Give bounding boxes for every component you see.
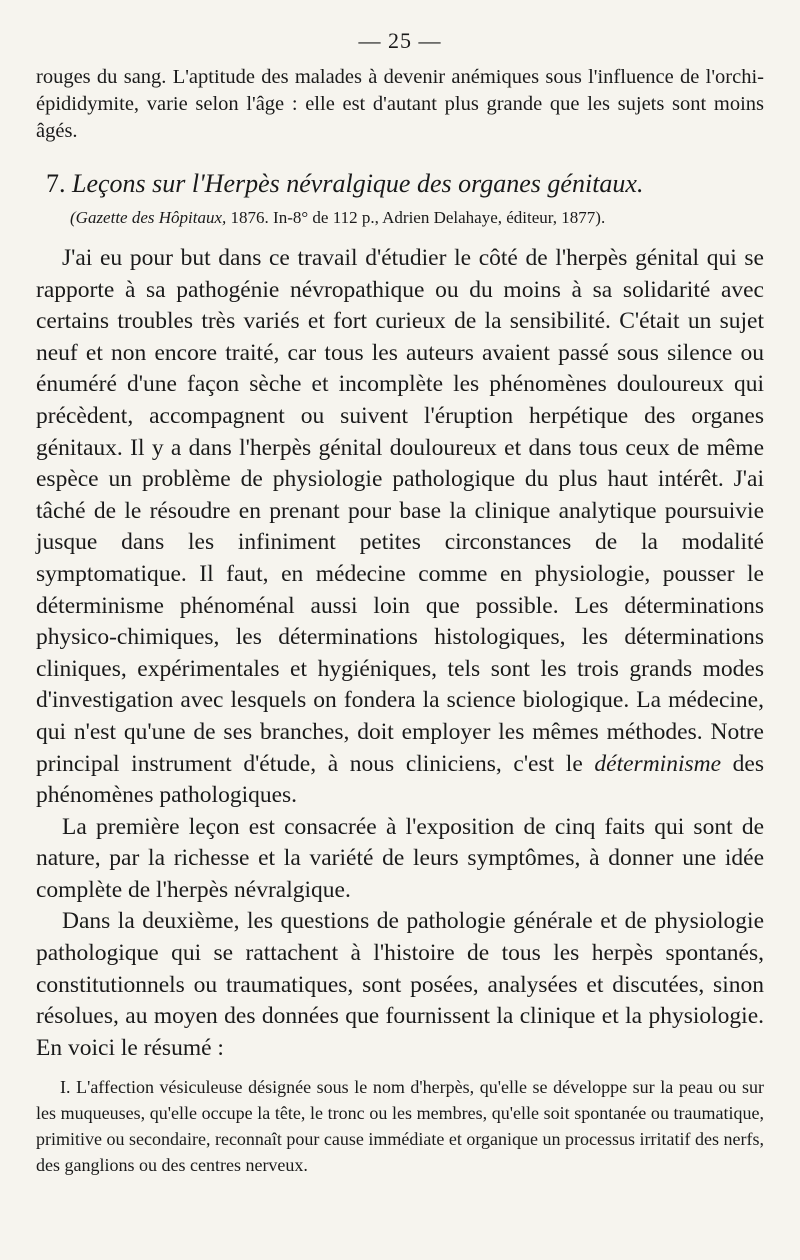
body-paragraph-2: La première leçon est consacrée à l'exposition de cinq faits qui sont de nature, par la richesse et la variété de leurs symptômes, à donner une idée complète de l'herpès névralgique. <box>36 813 764 903</box>
section-heading <box>36 167 764 201</box>
citation <box>36 205 764 231</box>
body-paragraph-1 <box>36 243 764 812</box>
section-title: Leçons sur l'Herpès névralgique des organes génitaux. <box>72 169 644 198</box>
citation-details: 1876. In-8° de 112 p., Adrien Delahaye, éditeur, 1877). <box>226 208 606 227</box>
body-paragraph-1-text: J'ai eu pour but dans ce travail d'étudier le côté de l'herpès génital qui se rapporte à sa pathogénie névropathique ou du moins à sa solidarité avec certains troubles très variés et fort curieux de la sensibilité. C'était un sujet neuf et non encore traité, car tous les auteurs avaient passé sous silence ou énuméré d'une façon sèche et incomplète les phénomènes douloureux qui précèdent, accompagnent ou suivent l'éruption herpétique des organes génitaux. Il y a dans l'herpès génital douloureux et dans tous ceux de même espèce un problème de physiologie pathologique du plus haut intérêt. J'ai tâché de le résoudre en prenant pour base la clinique analytique poursuivie jusque dans les infiniment petites circonstances de la modalité symptomatique. Il faut, en médecine comme en physiologie, pousser le déterminisme phénoménal aussi loin que possible. Les déterminations physico-chimiques, les déterminations histologiques, les déterminations cliniques, expérimentales et hygiéniques, tels sont les trois grands modes d'investigation avec lesquels on fondera la science biologique. La médecine, qui n'est qu'une de ses branches, doit employer les mêmes méthodes. Notre principal instrument d'étude, à nous cliniciens, c'est le <box>36 245 764 777</box>
numbered-list-item-1: I. L'affection vésiculeuse désignée sous le nom d'herpès, qu'elle se développe sur la peau ou sur les muqueuses, qu'elle occupe la tête, le tronc ou les membres, qu'elle soit spontanée ou traumatique, primitive ou secondaire, reconnaît pour cause immédiate et organique un processus irritatif des nerfs, des ganglions ou des centres nerveux. <box>36 1077 764 1176</box>
page-number: — 25 — <box>358 28 442 53</box>
continuation-paragraph: rouges du sang. L'aptitude des malades à devenir anémiques sous l'influence de l'orchi-épididymite, varie selon l'âge : elle est d'autant plus grande que les sujets sont moins âgés. <box>36 66 764 142</box>
body-paragraph-3: Dans la deuxième, les questions de pathologie générale et de physiologie pathologique qui se rattachent à l'histoire de tous les herpès spontanés, constitutionnels ou traumatiques, sont posées, analysées et discutées, sinon résolues, au moyen des données que fournissent la clinique et la physiologie. En voici le résumé : <box>36 908 764 1061</box>
section-number: 7. <box>46 169 66 198</box>
citation-journal: (Gazette des Hôpitaux, <box>70 208 227 227</box>
body-paragraph-1-tail: des phénomènes pathologiques. <box>36 750 764 809</box>
emphasis-determinisme: déterminisme <box>594 750 722 777</box>
